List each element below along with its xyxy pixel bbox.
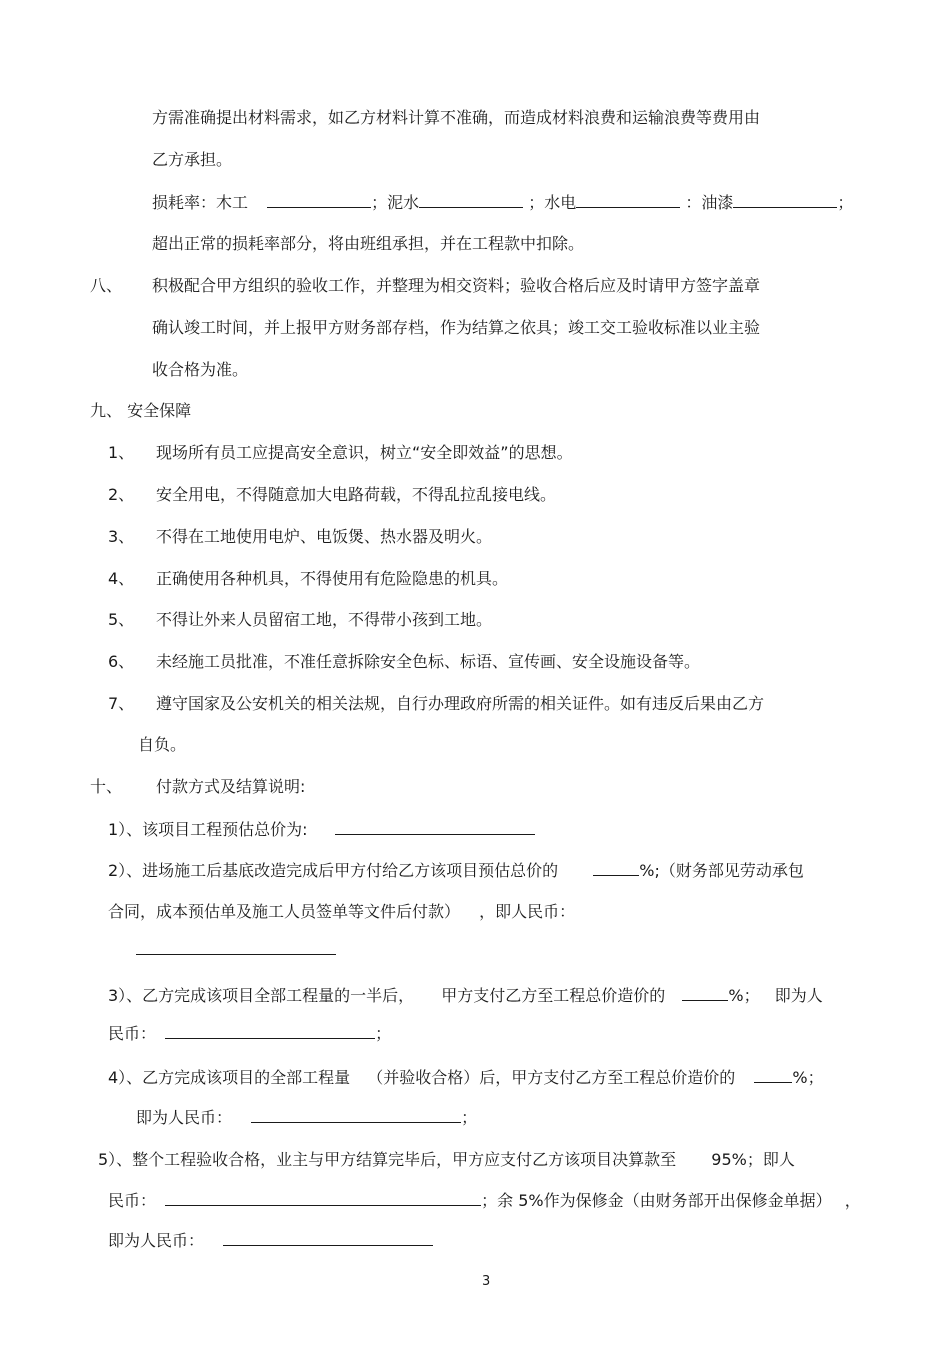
section-number: 八、	[90, 276, 123, 295]
clause-text: 民币：	[108, 1024, 157, 1043]
wastage-rate-line	[152, 191, 853, 214]
page-number: 3	[482, 1274, 491, 1289]
list-item-number: 5、	[108, 610, 135, 629]
list-item: 现场所有员工应提高安全意识，树立“安全即效益”的思想。	[156, 443, 573, 462]
text-line: 收合格为准。	[152, 360, 249, 379]
list-item-number: 4、	[108, 569, 135, 588]
text-line: 积极配合甲方组织的验收工作，并整理为相交资料；验收合格后应及时请甲方签字盖章	[152, 276, 761, 295]
payment-clause-2-cont	[108, 901, 575, 923]
list-item: 正确使用各种机具，不得使用有危险隐患的机具。	[156, 569, 509, 588]
payment-clause-5-cont	[108, 1229, 433, 1252]
text-line: 确认竣工时间，并上报甲方财务部存档，作为结算之依具；竣工交工验收标准以业主验	[152, 318, 761, 337]
wastage-label-masonry: ；泥水	[371, 193, 420, 212]
clause-text: 95%；即人	[711, 1150, 795, 1169]
clause-text: 即为人民币：	[136, 1108, 233, 1127]
list-item-number: 3、	[108, 527, 135, 546]
list-item-continuation: 自负。	[138, 735, 187, 754]
payment-clause-3-cont	[108, 1022, 391, 1045]
clause-text: 5）、整个工程验收合格，业主与甲方结算完毕后，甲方应支付乙方该项目决算款至	[98, 1150, 677, 1169]
list-item-number: 7、	[108, 694, 135, 713]
clause-text: %；	[728, 986, 760, 1005]
wastage-label-paint: ：油漆	[685, 193, 734, 212]
blank-field	[419, 191, 523, 208]
blank-field	[165, 1022, 375, 1039]
clause-text: 甲方支付乙方至工程总价造价的	[441, 986, 666, 1005]
payment-clause-2	[108, 859, 804, 882]
blank-field	[593, 859, 639, 876]
section-heading: 九、 安全保障	[90, 401, 192, 420]
wastage-label-carpentry: 损耗率：木工	[152, 193, 249, 212]
payment-clause-4-cont	[136, 1106, 477, 1129]
clause-text: 2）、进场施工后基底改造完成后甲方付给乙方该项目预估总价的	[108, 861, 559, 880]
payment-clause-5-cont	[108, 1189, 861, 1212]
text-line: 超出正常的损耗率部分，将由班组承担，并在工程款中扣除。	[152, 234, 585, 253]
text-line: 乙方承担。	[152, 150, 233, 169]
list-item: 遵守国家及公安机关的相关法规，自行办理政府所需的相关证件。如有违反后果由乙方	[156, 694, 765, 713]
blank-field	[223, 1229, 433, 1246]
clause-text: 3）、乙方完成该项目全部工程量的一半后，	[108, 986, 415, 1005]
section-number: 十、	[90, 777, 123, 796]
list-item: 未经施工员批准，不准任意拆除安全色标、标语、宣传画、安全设施设备等。	[156, 652, 701, 671]
list-item: 安全用电，不得随意加大电路荷载，不得乱拉乱接电线。	[156, 485, 557, 504]
list-item-number: 2、	[108, 485, 135, 504]
clause-text: ；	[375, 1024, 392, 1043]
blank-field	[335, 818, 535, 835]
blank-field	[682, 984, 728, 1001]
blank-field	[733, 191, 837, 208]
clause-text: （并验收合格）后，甲方支付乙方至工程总价造价的	[367, 1068, 736, 1087]
wastage-label-plumbing: ；水电	[528, 193, 577, 212]
blank-field	[165, 1189, 481, 1206]
clause-text: 1）、该项目工程预估总价为:	[108, 820, 308, 839]
blank-field	[576, 191, 680, 208]
list-item: 不得在工地使用电炉、电饭煲、热水器及明火。	[156, 527, 493, 546]
payment-clause-3	[108, 984, 823, 1007]
clause-text: ，即人民币：	[479, 902, 576, 921]
clause-text: 民币：	[108, 1191, 157, 1210]
clause-text: %;（财务部见劳动承包	[639, 861, 804, 880]
text-line: 方需准确提出材料需求，如乙方材料计算不准确，而造成材料浪费和运输浪费等费用由	[152, 108, 761, 127]
section-heading: 付款方式及结算说明:	[156, 777, 306, 796]
clause-text: 4）、乙方完成该项目的全部工程量	[108, 1068, 351, 1087]
clause-text: 合同，成本预估单及施工人员签单等文件后付款）	[108, 902, 461, 921]
clause-text: ，	[844, 1191, 861, 1210]
blank-field	[136, 938, 336, 955]
list-item-number: 6、	[108, 652, 135, 671]
list-item-number: 1、	[108, 443, 135, 462]
clause-text: ；余 5%作为保修金（由财务部开出保修金单据）	[481, 1191, 832, 1210]
clause-text: ；	[461, 1108, 478, 1127]
clause-text: %；	[792, 1068, 824, 1087]
list-item: 不得让外来人员留宿工地，不得带小孩到工地。	[156, 610, 493, 629]
blank-field	[251, 1106, 461, 1123]
clause-text: 即为人民币：	[108, 1231, 205, 1250]
clause-text: 即为人	[774, 986, 823, 1005]
payment-clause-4	[108, 1066, 824, 1089]
payment-clause-1	[108, 818, 535, 841]
blank-field	[267, 191, 371, 208]
blank-field	[754, 1066, 792, 1083]
payment-clause-5	[98, 1149, 795, 1171]
payment-clause-2-blank	[136, 938, 336, 961]
wastage-end: ；	[837, 193, 854, 212]
